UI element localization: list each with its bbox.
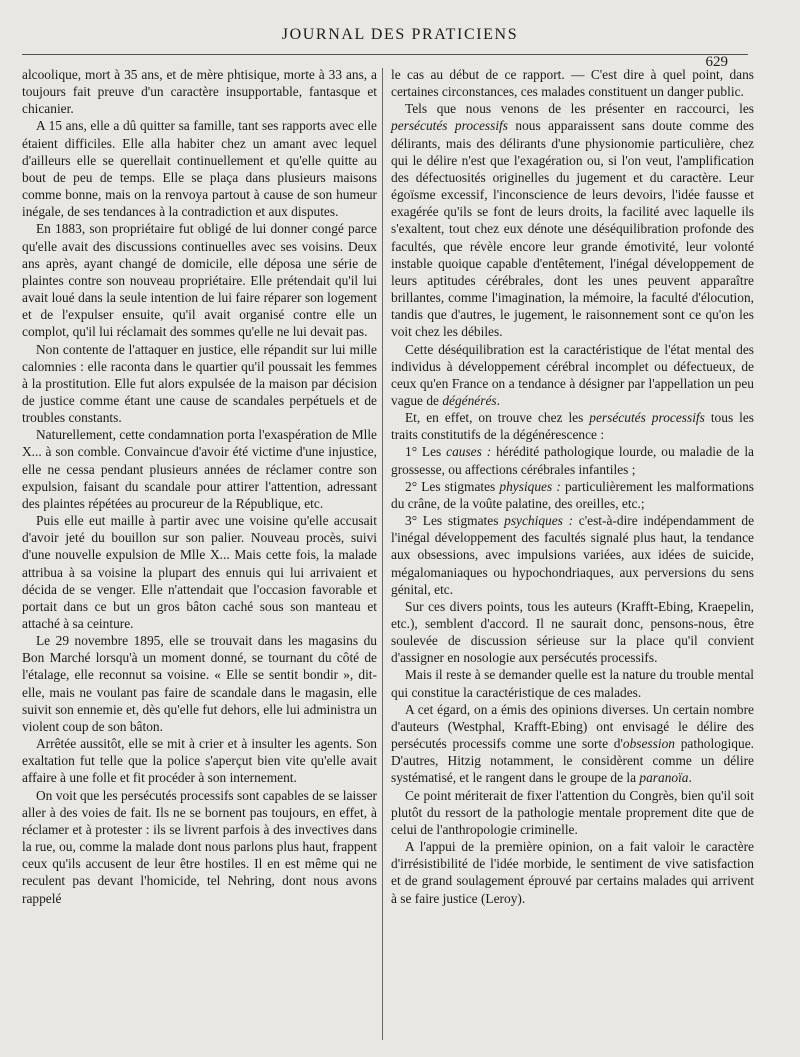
paragraph: En 1883, son propriétaire fut obligé de lui donner congé parce qu'elle avait des discussions continuelles avec ses voisins. Deux ans après, ayant changé de domicile, elle déposa une série de plaintes contre son nouveau propriétaire. Elle prétendait qu'il lui avait loué dans la seule intention de lui faire réparer son logement et de l'expulser ensuite, qu'il avait organisé contre elle un complot, qu'il lui réclamait des sommes qu'elle ne lui devait pas. [22,221,377,340]
paragraph: On voit que les persécutés processifs sont capables de se laisser aller à des voies de fait. Ils ne se bornent pas toujours, en effet, à réclamer et à protester : ils se livrent parfois à des invectives dans la rue, ou, comme la malade dont nous parlons plus haut, frappent ceux qu'ils accusent de leur être hostiles. Il en est même qui ne reculent pas devant l'homicide, tel Nehring, dont nous avons rappelé [22,787,377,906]
paragraph: Arrêtée aussitôt, elle se mit à crier et à insulter les agents. Son exaltation fut telle que la police s'aperçut bien vite qu'elle avait affaire à une folle et fit procéder à son internement. [22,736,377,786]
italic-term: causes : [446,444,492,460]
paragraph: Mais il reste à se demander quelle est la nature du trouble mental qui constitue la caractéristique de ces malades. [391,667,754,700]
right-column [391,66,754,907]
italic-term: persécutés processifs [589,410,705,426]
italic-term: dégénérés [442,392,497,408]
column-divider [382,68,383,1040]
italic-term: obsession [622,736,675,752]
paragraph: Tels que nous venons de les présenter en raccourci, les persécutés processifs nous apparaissent sans doute comme des délirants, mais des délirants d'une physionomie particulière, chez qui le délire n'est que l'exagération ou, si l'on veut, l'amplification des défectuosités originelles du jugement et du caractère. Leur égoïsme excessif, l'inconscience de leurs devoirs, l'idée fausse et exagérée qu'ils se font de leurs droits, la facilité avec laquelle ils s'exaltent, tout chez eux dénote une déséquilibration profonde des facultés, que révèle encore leur grande émotivité, leur volonté instable quoique capable d'entêtement, l'inégal développement de leurs aptitudes cérébrales, dont les unes peuvent apparaître brillantes, comme l'imagination, la mémoire, la faculté d'élocution, tandis que d'autres, le jugement, le raisonnement sont ce qu'on les voit chez les débiles. [391,101,755,340]
paragraph: Et, en effet, on trouve chez les persécutés processifs tous les traits constitutifs de la dégénérescence : [391,410,754,443]
running-header [0,26,800,70]
paragraph: Cette déséquilibration est la caractéristique de l'état mental des individus à développement cérébral incomplet ou défectueux, de ceux qu'en France on a tendance à désigner par l'appellation un peu vague de dégénérés. [391,341,754,408]
paragraph: A cet égard, on a émis des opinions diverses. Un certain nombre d'auteurs (Westphal, Krafft-Ebing) ont envisagé le délire des persécutés processifs comme une sorte d'obsession pathologique. D'autres, Hitzig notamment, le considèrent comme un délire systématisé, et le rangent dans le groupe de la paranoïa. [391,701,754,786]
paragraph: Ce point mériterait de fixer l'attention du Congrès, bien qu'il soit plutôt du ressort de la pathologie mentale proprement dite que de celui de l'anthropologie criminelle. [391,787,754,837]
italic-term: physiques : [499,478,561,494]
list-item: 2° Les stigmates physiques : particulièrement les malformations du crâne, de la voûte palatine, des oreilles, etc.; [391,478,754,511]
italic-term: persécutés processifs [391,118,508,134]
list-item: 1° Les causes : hérédité pathologique lourde, ou maladie de la grossesse, ou affections cérébrales infantiles ; [391,444,754,477]
paragraph: A 15 ans, elle a dû quitter sa famille, tant ses rapports avec elle étaient difficiles. Elle alla habiter chez un amant avec lequel d'ailleurs elle se querellait continuellement et qu'elle quitte au bout de peu de temps. Elle se plaça dans plusieurs maisons comme bonne, mais on la renvoya partout à cause de son humeur inégale, de ses tendances à la contradiction et aux disputes. [22,118,377,220]
italic-term: paranoïa [639,770,689,786]
header-rule [22,54,748,55]
paragraph: Sur ces divers points, tous les auteurs (Krafft-Ebing, Kraepelin, etc.), semblent d'accord. Il ne saurait donc, pensons-nous, être soulevée de discussion sérieuse sur la place qu'il convient d'assigner en nosologie aux persécutés processifs. [391,598,754,666]
paragraph: Puis elle eut maille à partir avec une voisine qu'elle accusait d'avoir jeté du bouillon sur son palier. Nouveau procès, suivi d'une nouvelle expulsion de Mlle X... Mais cette fois, la malade attribua à sa voisine la plupart des ennuis qui lui arrivaient et décida de se venger. Elle n'attendait que l'occasion favorable et portait dans ce but un gros bâton caché sous son manteau et attaché à sa ceinture. [22,513,377,631]
page-number: 629 [705,54,728,70]
paragraph: Le 29 novembre 1895, elle se trouvait dans les magasins du Bon Marché lorsqu'à un moment donné, se tournant du côté de l'étalage, elle reconnut sa voisine. « Elle se sentit bondir », dit-elle, mais ne voulant pas faire de scandale dans le magasin, elle suivit son ennemie et, dès qu'elle fut dehors, elle lui administra un violent coup de son bâton. [22,633,377,734]
paragraph: alcoolique, mort à 35 ans, et de mère phtisique, morte à 33 ans, a toujours fait preuve d'un caractère insupportable, fantasque et chicanier. [22,67,377,117]
italic-term: psychiques : [504,513,574,529]
journal-title: JOURNAL DES PRATICIENS [281,26,519,43]
list-item: 3° Les stigmates psychiques : c'est-à-dire indépendamment de l'inégal développement des facultés signalé plus haut, la tendance aux obsessions, avec impulsions variées, aux idées de suicide, mégalomaniaques ou hypochondriaques, aux perversions du sens génital, etc. [391,513,755,597]
left-column [22,66,377,907]
paragraph: le cas au début de ce rapport. — C'est dire à quel point, dans certaines circonstances, ces malades constituent un danger public. [391,67,754,100]
paragraph: Non contente de l'attaquer en justice, elle répandit sur lui mille calomnies : elle raconta dans le quartier qu'il poussait les femmes à la prostitution. Elle fut alors expulsée de la maison par décision de justice comme étant une cause de scandales perpétuels et de troubles constants. [22,341,377,426]
paragraph: A l'appui de la première opinion, on a fait valoir le caractère d'irrésistibilité de l'idée morbide, le sentiment de vive satisfaction et de grand soulagement éprouvé par certains malades qui arrivent à se faire justice (Leroy). [391,839,754,906]
paragraph: Naturellement, cette condamnation porta l'exaspération de Mlle X... à son comble. Convaincue d'avoir été victime d'une injustice, elle ne cessa pendant plusieurs années de réclamer contre son expulsion, faisant du scandale pour attirer l'attention, adressant des plaintes répétées au procureur de la République, etc. [22,427,377,511]
